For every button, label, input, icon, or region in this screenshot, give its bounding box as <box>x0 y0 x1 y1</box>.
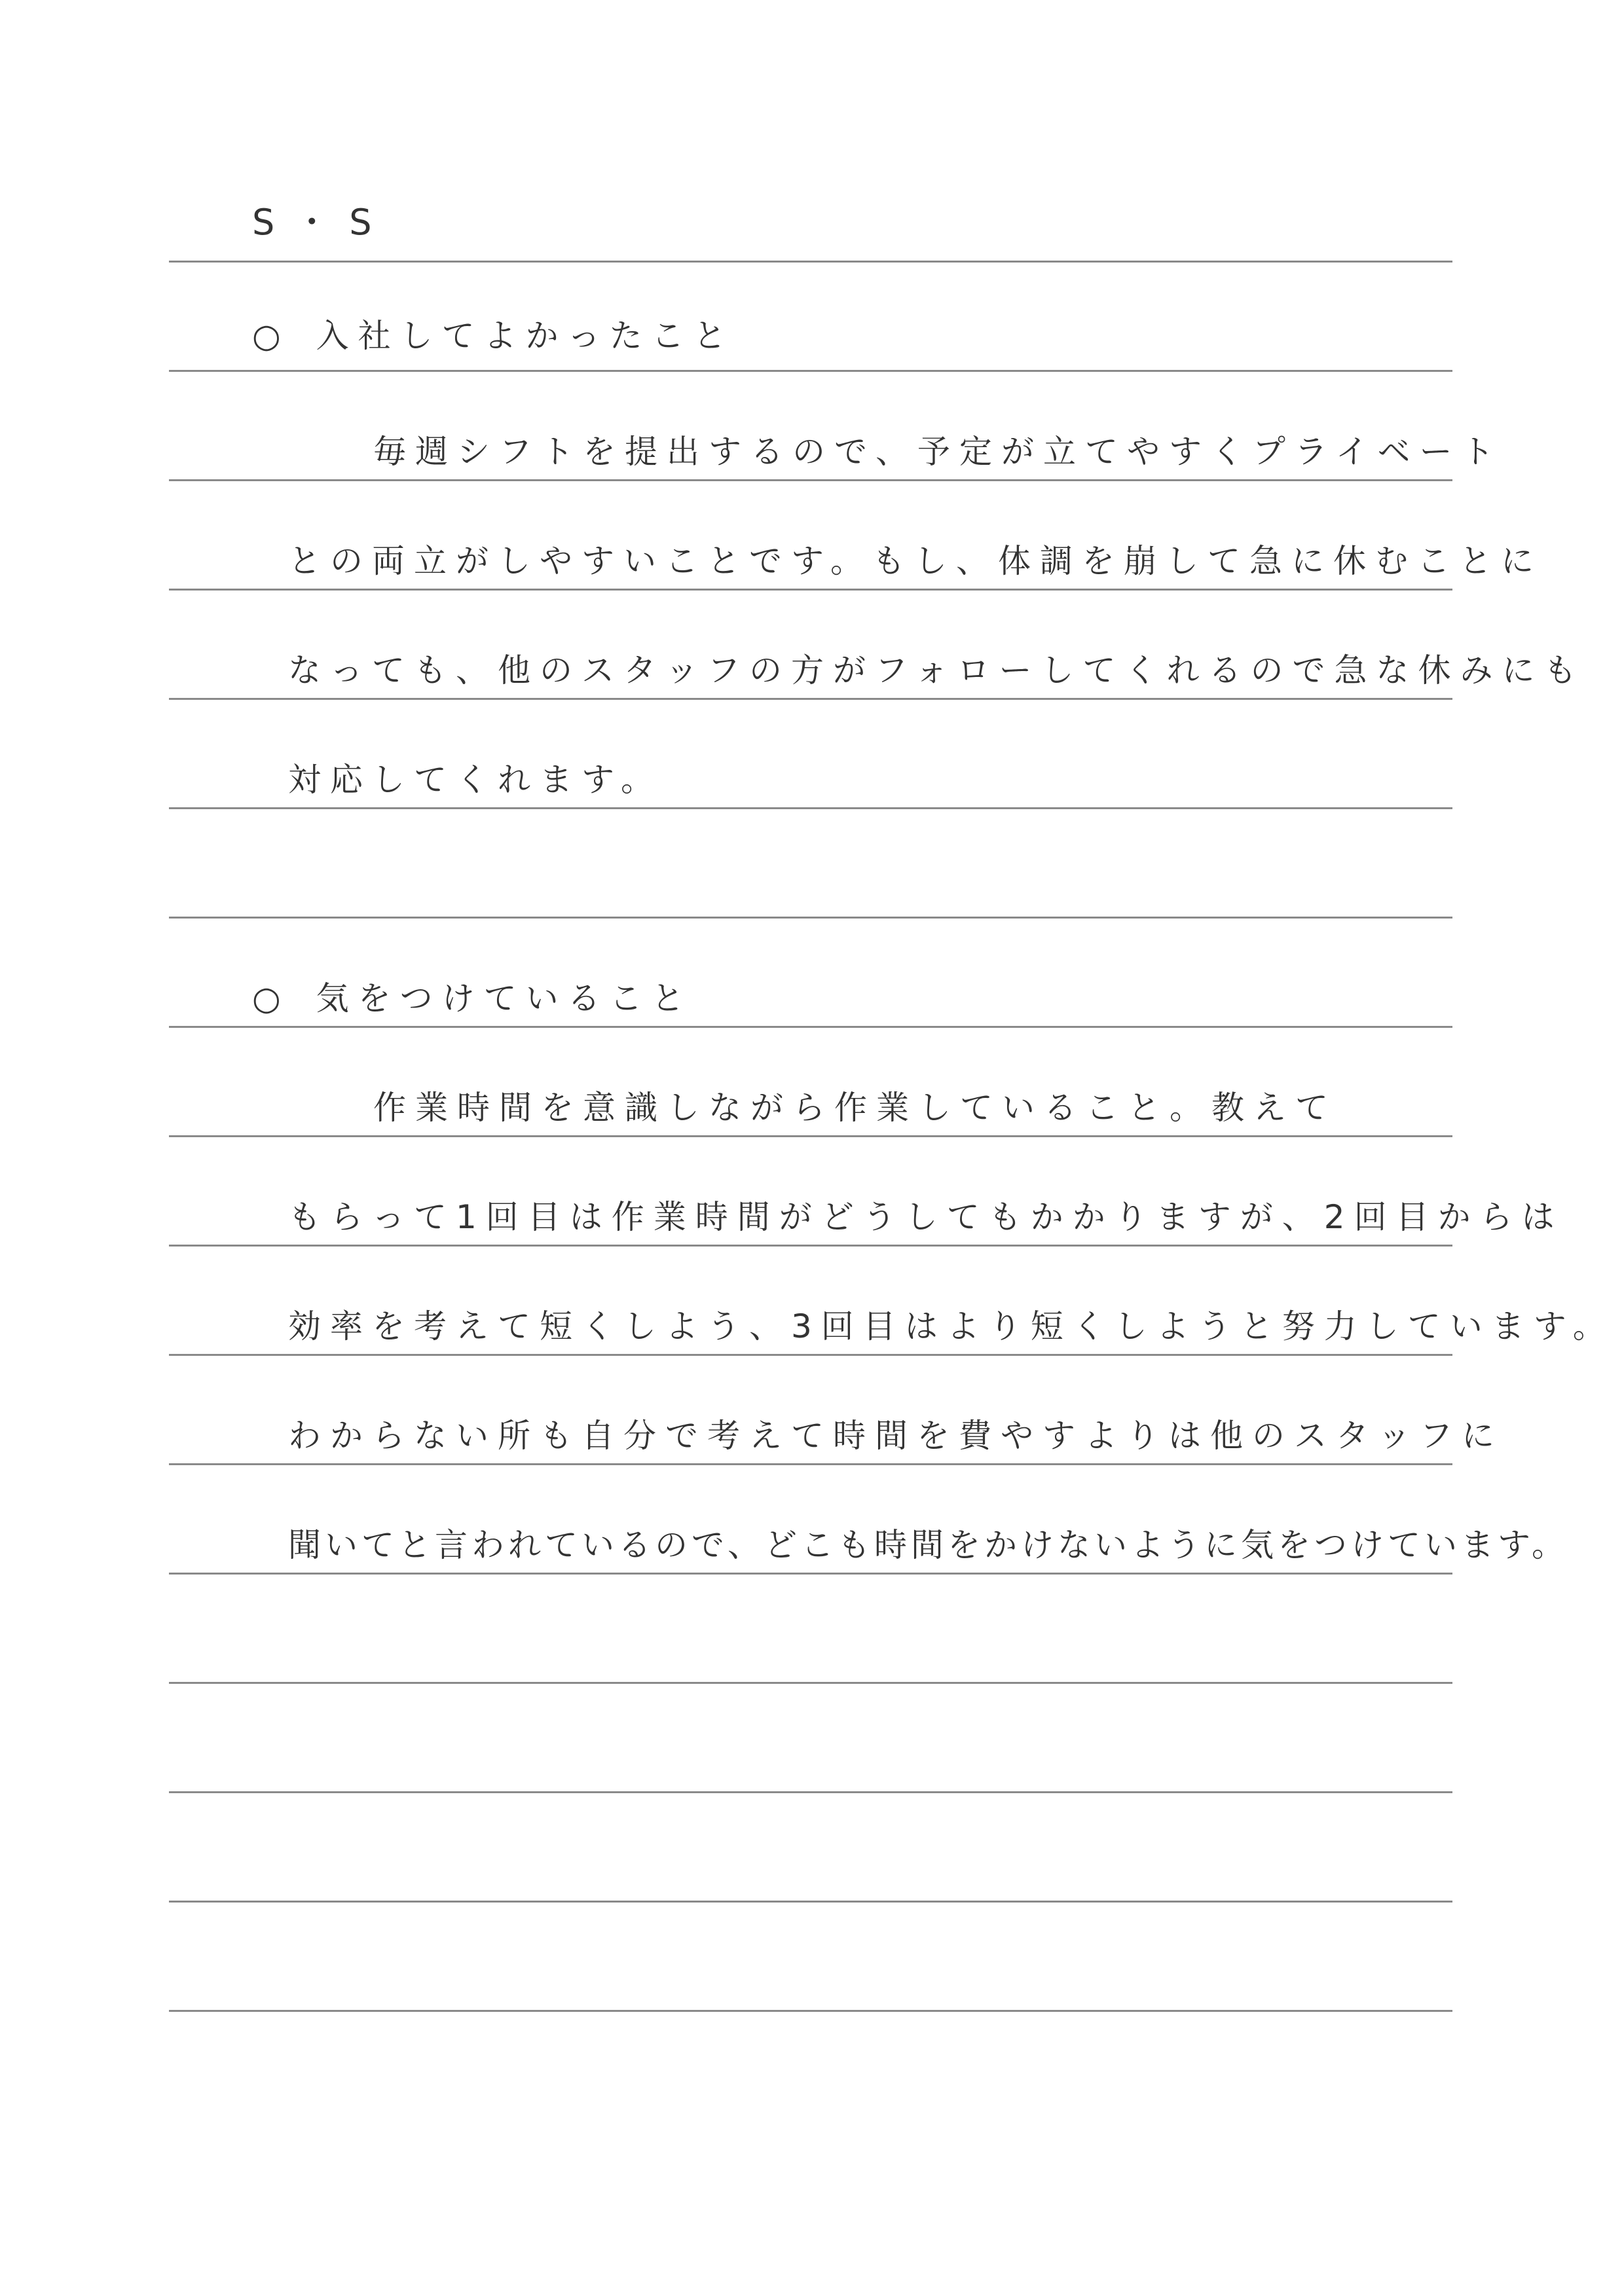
ruled-line <box>169 589 1452 591</box>
section1-marker: ○ <box>252 317 290 355</box>
ruled-line <box>169 370 1452 372</box>
section1-heading: 入社してよかったこと <box>316 317 735 355</box>
ruled-line <box>169 1463 1452 1465</box>
ruled-line <box>169 2010 1452 2012</box>
section1-line: なっても、他のスタッフの方がフォローしてくれるので急な休みにも <box>288 651 1586 689</box>
section2-line: 作業時間を意識しながら作業していること。教えて <box>373 1089 1337 1127</box>
section2-heading-line <box>252 975 1536 1021</box>
section1-line: 毎週シフトを提出するので、予定が立てやすくプライベート <box>373 433 1504 471</box>
section2-heading: 気をつけていること <box>316 979 693 1017</box>
ruled-line <box>169 807 1452 809</box>
ruled-line <box>169 1135 1452 1137</box>
ruled-line <box>169 1245 1452 1247</box>
ruled-line <box>169 1682 1452 1684</box>
section1-line: との両立がしやすいことです。もし、体調を崩して急に休むことに <box>288 542 1543 580</box>
section2-line: 効率を考えて短くしよう、3回目はより短くしようと努力しています。 <box>288 1307 1615 1345</box>
ruled-line <box>169 1354 1452 1356</box>
ruled-line <box>169 1573 1452 1575</box>
ruled-line <box>169 479 1452 481</box>
ruled-line <box>169 917 1452 919</box>
ruled-line <box>169 1026 1452 1028</box>
section1-heading-line <box>252 313 1536 359</box>
ruled-line <box>169 261 1452 263</box>
ruled-line <box>169 1791 1452 1793</box>
section2-line: わからない所も自分で考えて時間を費やすよりは他のスタッフに <box>288 1417 1504 1455</box>
author-initials: S・S <box>252 202 392 243</box>
section2-line: 聞いてと言われているので、どこも時間をかけないように気をつけています。 <box>288 1526 1568 1564</box>
ruled-line <box>169 698 1452 700</box>
section2-line: もらって1回目は作業時間がどうしてもかかりますが、2回目からは <box>288 1198 1564 1236</box>
section2-marker: ○ <box>252 979 290 1017</box>
section1-line: 対応してくれます。 <box>288 761 663 799</box>
ruled-line <box>169 1901 1452 1903</box>
